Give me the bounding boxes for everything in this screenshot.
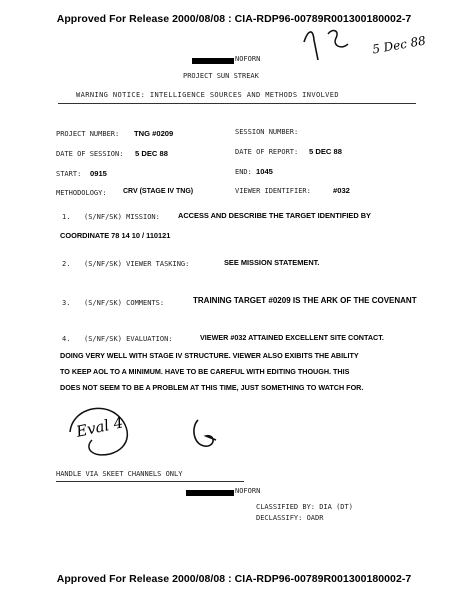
handle-via-notice: HANDLE VIA SKEET CHANNELS ONLY	[56, 470, 183, 478]
viewer-identifier-value: #032	[333, 186, 350, 195]
handwritten-eval-note: Eval 4	[74, 413, 125, 441]
release-banner-top: Approved For Release 2000/08/08 : CIA-RDP96-00789R001300180002-7	[56, 13, 412, 25]
section-1-label: (S/NF/SK) MISSION:	[84, 213, 160, 221]
redaction-bar	[186, 490, 234, 496]
section-4-line-3: TO KEEP AOL TO A MINIMUM. HAVE TO BE CAREFUL WITH EDITING THOUGH. THIS	[60, 367, 350, 376]
section-4-number: 4.	[62, 335, 71, 343]
project-number-value: TNG #0209	[134, 129, 174, 138]
classification-top: NOFORN	[235, 55, 261, 63]
project-number-label: PROJECT NUMBER:	[56, 130, 120, 138]
warning-notice: WARNING NOTICE: INTELLIGENCE SOURCES AND METHODS INVOLVED	[76, 91, 340, 99]
release-banner-bottom: Approved For Release 2000/08/08 : CIA-RDP96-00789R001300180002-7	[56, 573, 412, 585]
declassify: DECLASSIFY: OADR	[256, 514, 324, 522]
section-1-text: ACCESS AND DESCRIBE THE TARGET IDENTIFIED BY	[178, 211, 371, 220]
classification-bottom: NOFORN	[235, 487, 261, 495]
end-label: END:	[235, 168, 252, 176]
top-initial-mark	[304, 32, 318, 60]
section-2-number: 2.	[62, 260, 71, 268]
session-number-label: SESSION NUMBER:	[235, 128, 299, 136]
date-of-session-label: DATE OF SESSION:	[56, 150, 124, 158]
viewer-identifier-label: VIEWER IDENTIFIER:	[235, 187, 311, 195]
section-2-text: SEE MISSION STATEMENT.	[224, 258, 320, 267]
classified-by: CLASSIFIED BY: DIA (DT)	[256, 503, 353, 511]
methodology-label: METHODOLOGY:	[56, 189, 107, 197]
handwritten-date-note: 5 Dec 88	[371, 33, 427, 57]
section-2-label: (S/NF/SK) VIEWER TASKING:	[84, 260, 190, 268]
section-4-line-2: DOING VERY WELL WITH STAGE IV STRUCTURE. VIEWER ALSO EXIBITS THE ABILITY	[60, 351, 359, 360]
section-3-text: TRAINING TARGET #0209 IS THE ARK OF THE COVENANT	[193, 296, 417, 305]
top-signature-mark	[328, 31, 348, 47]
date-of-session-value: 5 DEC 88	[135, 149, 168, 158]
methodology-value: CRV (STAGE IV TNG)	[123, 188, 194, 195]
section-1-number: 1.	[62, 213, 71, 221]
start-value: 0915	[90, 169, 107, 178]
project-title: PROJECT SUN STREAK	[183, 72, 259, 80]
section-3-number: 3.	[62, 299, 71, 307]
section-4-label: (S/NF/SK) EVALUATION:	[84, 335, 173, 343]
start-label: START:	[56, 170, 82, 178]
end-value: 1045	[256, 167, 273, 176]
section-4-line-4: DOES NOT SEEM TO BE A PROBLEM AT THIS TIME, JUST SOMETHING TO WATCH FOR.	[60, 383, 364, 392]
handle-via-rule	[56, 481, 244, 482]
date-of-report-value: 5 DEC 88	[309, 147, 342, 156]
section-1-coordinate: COORDINATE 78 14 10 / 110121	[60, 231, 171, 240]
date-of-report-label: DATE OF REPORT:	[235, 148, 299, 156]
evaluator-signature-mark	[194, 420, 216, 446]
section-3-label: (S/NF/SK) COMMENTS:	[84, 299, 165, 307]
section-4-line-1: VIEWER #032 ATTAINED EXCELLENT SITE CONTACT.	[200, 333, 384, 342]
